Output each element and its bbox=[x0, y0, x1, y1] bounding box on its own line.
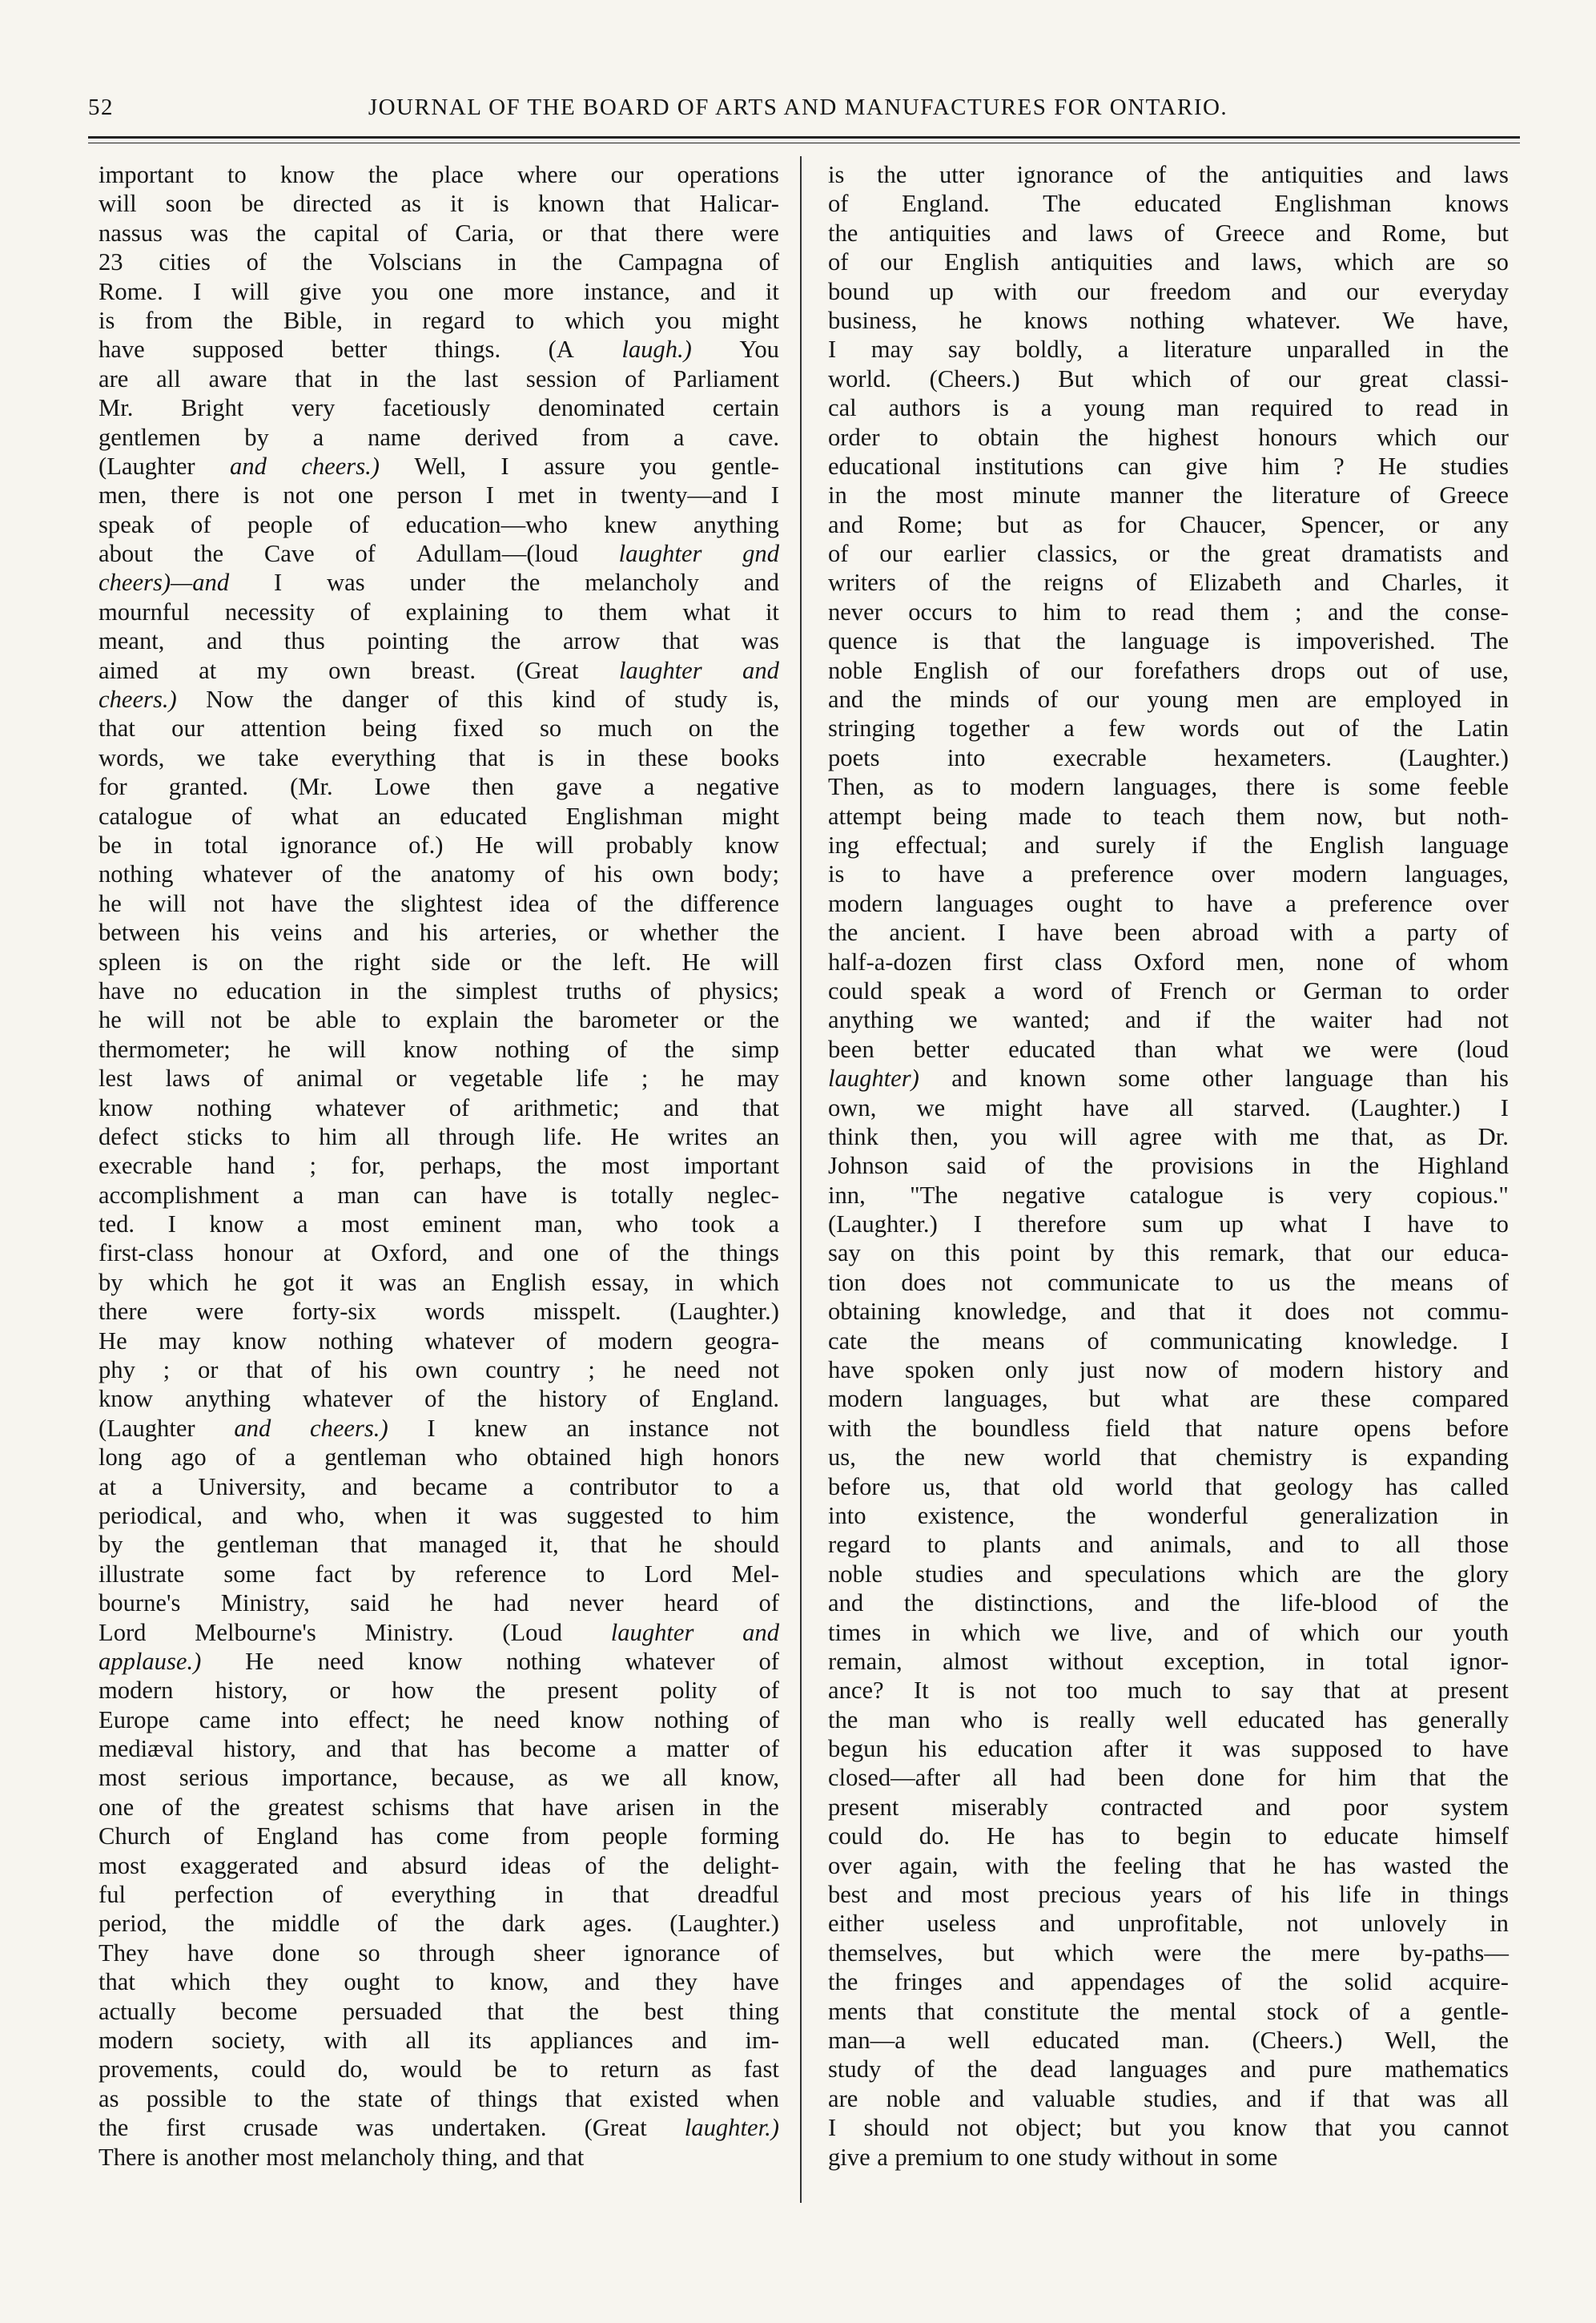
text-line: modern languages ought to have a preference over bbox=[828, 889, 1509, 917]
text-line: educational institutions can give him ? He studies bbox=[828, 452, 1509, 480]
text-line: have supposed better things. (A laugh.) You bbox=[98, 336, 779, 364]
text-line: never occurs to him to read them ; and the conse- bbox=[828, 598, 1509, 626]
text-line: gentlemen by a name derived from a cave. bbox=[98, 423, 779, 451]
text-line: first-class honour at Oxford, and one of the things bbox=[98, 1239, 779, 1267]
text-line: times in which we live, and of which our youth bbox=[828, 1618, 1509, 1646]
text-line: themselves, but which were the mere by-paths— bbox=[828, 1939, 1509, 1967]
text-line: periodical, and who, when it was suggested to him bbox=[98, 1501, 779, 1529]
text-line: mournful necessity of explaining to them what it bbox=[98, 598, 779, 626]
text-line: will soon be directed as it is known that Halicar- bbox=[98, 190, 779, 218]
text-line: phy ; or that of his own country ; he need not bbox=[98, 1356, 779, 1384]
text-line: illustrate some fact by reference to Lord Mel- bbox=[98, 1560, 779, 1588]
text-line: in the most minute manner the literature of Greece bbox=[828, 481, 1509, 509]
text-line: the antiquities and laws of Greece and Rome, but bbox=[828, 219, 1509, 247]
text-line: laughter) and known some other language than his bbox=[828, 1065, 1509, 1093]
text-line: for granted. (Mr. Lowe then gave a negative bbox=[98, 773, 779, 801]
text-line: accomplishment a man can have is totally neglec- bbox=[98, 1181, 779, 1209]
left-column bbox=[98, 160, 779, 2172]
text-line: the man who is really well educated has generally bbox=[828, 1705, 1509, 1733]
text-line: modern languages, but what are these compared bbox=[828, 1385, 1509, 1413]
text-line: actually become persuaded that the best thing bbox=[98, 1997, 779, 2025]
text-line: he will not be able to explain the barometer or the bbox=[98, 1006, 779, 1034]
text-line: man—a well educated man. (Cheers.) Well, the bbox=[828, 2027, 1509, 2054]
text-line: ted. I know a most eminent man, who took a bbox=[98, 1210, 779, 1238]
text-line: lest laws of animal or vegetable life ; he may bbox=[98, 1065, 779, 1093]
text-line: say on this point by this remark, that our educa- bbox=[828, 1239, 1509, 1267]
text-line: been better educated than what we were (loud bbox=[828, 1035, 1509, 1063]
text-line: study of the dead languages and pure mathematics bbox=[828, 2055, 1509, 2083]
page-number: 52 bbox=[88, 94, 114, 120]
text-line: at a University, and became a contributor to a bbox=[98, 1472, 779, 1500]
text-line: over again, with the feeling that he has wasted the bbox=[828, 1851, 1509, 1879]
text-line: writers of the reigns of Elizabeth and Charles, it bbox=[828, 569, 1509, 597]
text-line: cate the means of communicating knowledge. I bbox=[828, 1327, 1509, 1355]
text-line: ments that constitute the mental stock of a gentle- bbox=[828, 1997, 1509, 2025]
text-line: remain, almost without exception, in total ignor- bbox=[828, 1647, 1509, 1675]
text-line: and the distinctions, and the life-blood of the bbox=[828, 1589, 1509, 1617]
text-line: business, he knows nothing whatever. We have, bbox=[828, 306, 1509, 334]
header-rule-thick bbox=[88, 136, 1520, 139]
text-line: bourne's Ministry, said he had never heard of bbox=[98, 1589, 779, 1617]
text-line: by the gentleman that managed it, that he should bbox=[98, 1531, 779, 1559]
text-line: Then, as to modern languages, there is some feeble bbox=[828, 773, 1509, 801]
text-line: Lord Melbourne's Ministry. (Loud laughter and bbox=[98, 1618, 779, 1646]
text-line: into existence, the wonderful generalization in bbox=[828, 1501, 1509, 1529]
text-line: They have done so through sheer ignorance of bbox=[98, 1939, 779, 1967]
text-line: the first crusade was undertaken. (Great laughter.) bbox=[98, 2114, 779, 2142]
text-line: speak of people of education—who knew anything bbox=[98, 510, 779, 538]
text-line: have spoken only just now of modern history and bbox=[828, 1356, 1509, 1384]
text-line: think then, you will agree with me that, as Dr. bbox=[828, 1122, 1509, 1150]
text-line: world. (Cheers.) But which of our great classi- bbox=[828, 364, 1509, 393]
running-title: JOURNAL OF THE BOARD OF ARTS AND MANUFACTURES FOR ONTARIO. bbox=[368, 94, 1228, 120]
text-line: have no education in the simplest truths of physics; bbox=[98, 976, 779, 1004]
text-line: with the boundless field that nature opens before bbox=[828, 1414, 1509, 1442]
text-line: (Laughter.) I therefore sum up what I have to bbox=[828, 1210, 1509, 1238]
text-line: know nothing whatever of arithmetic; and that bbox=[98, 1093, 779, 1121]
text-line: us, the new world that chemistry is expanding bbox=[828, 1443, 1509, 1472]
text-line: important to know the place where our operations bbox=[98, 161, 779, 188]
text-line: defect sticks to him all through life. He writes an bbox=[98, 1122, 779, 1150]
text-line: either useless and unprofitable, not unlovely in bbox=[828, 1910, 1509, 1938]
text-line: the fringes and appendages of the solid acquire- bbox=[828, 1968, 1509, 1996]
text-line: anything we wanted; and if the waiter had not bbox=[828, 1006, 1509, 1034]
text-line: of England. The educated Englishman knows bbox=[828, 190, 1509, 218]
text-line: obtaining knowledge, and that it does not commu- bbox=[828, 1298, 1509, 1326]
text-line: poets into execrable hexameters. (Laughter.) bbox=[828, 743, 1509, 771]
text-line: there were forty-six words misspelt. (Laughter.) bbox=[98, 1298, 779, 1326]
text-line: nassus was the capital of Caria, or that there were bbox=[98, 219, 779, 247]
text-line: attempt being made to teach them now, but noth- bbox=[828, 802, 1509, 830]
text-line: is to have a preference over modern languages, bbox=[828, 860, 1509, 888]
text-line: best and most precious years of his life in things bbox=[828, 1881, 1509, 1909]
text-line: modern society, with all its appliances and im- bbox=[98, 2027, 779, 2054]
text-line: quence is that the language is impoverished. The bbox=[828, 627, 1509, 655]
column-divider bbox=[800, 156, 802, 2203]
text-line: the ancient. I have been abroad with a party of bbox=[828, 919, 1509, 947]
text-line: modern history, or how the present polity of bbox=[98, 1677, 779, 1705]
text-line: ance? It is not too much to say that at present bbox=[828, 1677, 1509, 1705]
text-line: that which they ought to know, and they have bbox=[98, 1968, 779, 1996]
text-line: could speak a word of French or German to order bbox=[828, 976, 1509, 1004]
text-line: half-a-dozen first class Oxford men, none of whom bbox=[828, 948, 1509, 976]
text-line: he will not have the slightest idea of the difference bbox=[98, 889, 779, 917]
page-header bbox=[88, 87, 1524, 128]
text-line: about the Cave of Adullam—(loud laughter gnd bbox=[98, 540, 779, 568]
text-line: closed—after all had been done for him that the bbox=[828, 1764, 1509, 1792]
text-line: tion does not communicate to us the means of bbox=[828, 1268, 1509, 1296]
text-line: begun his education after it was supposed to have bbox=[828, 1735, 1509, 1763]
text-line: could do. He has to begin to educate himself bbox=[828, 1822, 1509, 1850]
text-line: one of the greatest schisms that have arisen in the bbox=[98, 1793, 779, 1821]
text-line: by which he got it was an English essay, in which bbox=[98, 1268, 779, 1296]
text-line: catalogue of what an educated Englishman might bbox=[98, 802, 779, 830]
text-line: cheers.) Now the danger of this kind of study is, bbox=[98, 686, 779, 714]
text-line: most serious importance, because, as we all know, bbox=[98, 1764, 779, 1792]
text-line: be in total ignorance of.) He will probably know bbox=[98, 831, 779, 859]
text-line: Johnson said of the provisions in the Highland bbox=[828, 1152, 1509, 1180]
text-line: spleen is on the right side or the left. He will bbox=[98, 948, 779, 976]
text-line: words, we take everything that is in these books bbox=[98, 743, 779, 771]
text-line: provements, could do, would be to return as fast bbox=[98, 2055, 779, 2083]
text-line: There is another most melancholy thing, and that bbox=[98, 2143, 585, 2171]
text-line: are noble and valuable studies, and if that was all bbox=[828, 2084, 1509, 2112]
text-line: is from the Bible, in regard to which you might bbox=[98, 306, 779, 334]
text-line: execrable hand ; for, perhaps, the most important bbox=[98, 1152, 779, 1180]
text-line: 23 cities of the Volscians in the Campagna of bbox=[98, 248, 779, 276]
text-line: cal authors is a young man required to read in bbox=[828, 394, 1509, 422]
text-line: applause.) He need know nothing whatever of bbox=[98, 1647, 779, 1675]
text-line: give a premium to one study without in some bbox=[828, 2143, 1278, 2171]
text-line: regard to plants and animals, and to all those bbox=[828, 1531, 1509, 1559]
text-line: aimed at my own breast. (Great laughter and bbox=[98, 656, 779, 684]
text-line: present miserably contracted and poor system bbox=[828, 1793, 1509, 1821]
text-line: before us, that old world that geology has called bbox=[828, 1472, 1509, 1500]
text-line: period, the middle of the dark ages. (Laughter.) bbox=[98, 1910, 779, 1938]
text-line: stringing together a few words out of the Latin bbox=[828, 715, 1509, 743]
text-line: men, there is not one person I met in twenty—and I bbox=[98, 481, 779, 509]
text-line: meant, and thus pointing the arrow that was bbox=[98, 627, 779, 655]
text-line: thermometer; he will know nothing of the simp bbox=[98, 1035, 779, 1063]
text-line: nothing whatever of the anatomy of his own body; bbox=[98, 860, 779, 888]
right-column bbox=[828, 160, 1509, 2172]
text-line: own, we might have all starved. (Laughter.) I bbox=[828, 1093, 1509, 1121]
text-line: (Laughter and cheers.) Well, I assure you gentle- bbox=[98, 452, 779, 480]
text-line: bound up with our freedom and our everyday bbox=[828, 277, 1509, 305]
text-line: and the minds of our young men are employed in bbox=[828, 686, 1509, 714]
text-line: as possible to the state of things that existed when bbox=[98, 2084, 779, 2112]
text-line: of our English antiquities and laws, which are so bbox=[828, 248, 1509, 276]
text-line: He may know nothing whatever of modern geogra- bbox=[98, 1327, 779, 1355]
text-line: ing effectual; and surely if the English language bbox=[828, 831, 1509, 859]
text-line: noble English of our forefathers drops out of use, bbox=[828, 656, 1509, 684]
text-line: inn, "The negative catalogue is very copious." bbox=[828, 1181, 1509, 1209]
text-line: and Rome; but as for Chaucer, Spencer, or any bbox=[828, 510, 1509, 538]
text-line: of our earlier classics, or the great dramatists and bbox=[828, 540, 1509, 568]
text-line: know anything whatever of the history of England. bbox=[98, 1385, 779, 1413]
text-line: cheers)—and I was under the melancholy and bbox=[98, 569, 779, 597]
text-line: is the utter ignorance of the antiquities and laws bbox=[828, 161, 1509, 188]
text-line: Mr. Bright very facetiously denominated certain bbox=[98, 394, 779, 422]
text-line: are all aware that in the last session of Parliament bbox=[98, 364, 779, 393]
text-line: (Laughter and cheers.) I knew an instance not bbox=[98, 1414, 779, 1442]
text-line: Europe came into effect; he need know nothing of bbox=[98, 1705, 779, 1733]
text-line: mediæval history, and that has become a matter of bbox=[98, 1735, 779, 1763]
text-line: I should not object; but you know that you cannot bbox=[828, 2114, 1509, 2142]
text-line: Rome. I will give you one more instance, and it bbox=[98, 277, 779, 305]
text-line: most exaggerated and absurd ideas of the delight- bbox=[98, 1851, 779, 1879]
text-line: that our attention being fixed so much on the bbox=[98, 715, 779, 743]
text-line: ful perfection of everything in that dreadful bbox=[98, 1881, 779, 1909]
text-line: long ago of a gentleman who obtained high honors bbox=[98, 1443, 779, 1472]
text-line: between his veins and his arteries, or whether the bbox=[98, 919, 779, 947]
text-line: noble studies and speculations which are the glory bbox=[828, 1560, 1509, 1588]
text-line: order to obtain the highest honours which our bbox=[828, 423, 1509, 451]
text-line: I may say boldly, a literature unparalled in the bbox=[828, 336, 1509, 364]
text-line: Church of England has come from people forming bbox=[98, 1822, 779, 1850]
